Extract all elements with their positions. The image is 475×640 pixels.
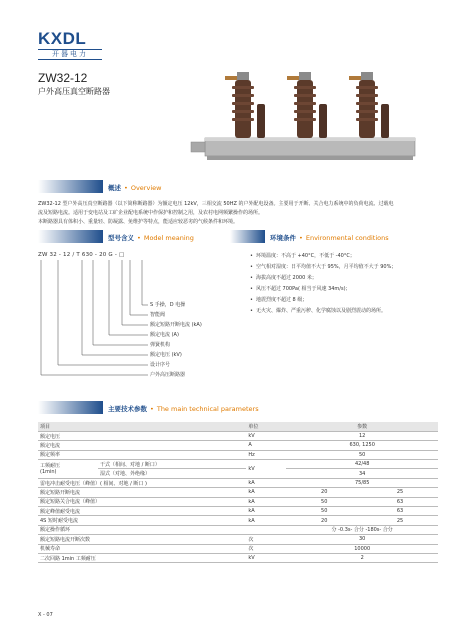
table-row: 额定短路电流开断次数 次 30 <box>38 535 438 544</box>
table-row: 4S 短时耐受电流 kA 20 25 <box>38 516 438 525</box>
col-header-unit: 单位 <box>246 422 286 431</box>
model-label: 额定电流 (A) <box>150 332 179 338</box>
overview-line: 本断路器具有体积小、重量轻、防凝露、免维护等特点，能适应较恶劣的气候条件和环境。 <box>38 219 239 225</box>
model-meaning-title: 型号含义 • Model meaning <box>108 234 194 242</box>
model-label: 弹簧机构 <box>150 342 171 348</box>
col-header-value: 参数 <box>286 422 438 431</box>
environment-title: 环境条件 • Environmental conditions <box>270 234 389 242</box>
table-row: 额定短路关合电流（峰值） kA 50 63 <box>38 497 438 506</box>
overview-header <box>38 180 438 193</box>
table-row: 湿式（对地、外绝缘） 34 <box>38 469 438 478</box>
withstand-item: 工频耐压 (1min) <box>38 460 98 479</box>
table-row: 机械寿命 次 10000 <box>38 544 438 553</box>
table-row: 雷电冲击耐受电压（峰值）( 相间、对地 / 断口 ) kA 75/85 <box>38 478 438 487</box>
page-number: X - 07 <box>38 612 53 618</box>
logo-mark: KXDL <box>38 29 87 48</box>
col-header-item: 项目 <box>38 422 246 431</box>
table-row: 额定短路开断电流 kA 20 25 <box>38 488 438 497</box>
company-logo <box>38 30 104 60</box>
overview-line: ZW32-12 型户外高压真空断路器（以下简称断路器）为额定电压 12kV，三相交流 50HZ 的户外配电设备。主要用于开断、关合电力系统中的负荷电流、过载电 <box>38 201 394 207</box>
table-row: 二次回路 1min 工频耐压 kV 2 <box>38 553 438 562</box>
logo-subtitle: 开器电力 <box>38 49 102 60</box>
overview-line: 流及短路电流。适用于变电站及工矿企业配电系统中作保护和控制之用，及农村电网频繁操作的场所。 <box>38 210 264 216</box>
model-code-leader-lines <box>38 258 158 378</box>
parameters-table <box>38 422 438 563</box>
vacuum-breaker-image <box>185 68 425 176</box>
model-code: ZW 32 - 12 / T 630 - 20 G - □ <box>38 252 125 258</box>
model-label: 额定短路开断电流 (kA) <box>150 322 202 328</box>
model-meaning-header <box>38 230 228 243</box>
product-name: 户外高压真空断路器 <box>38 87 110 96</box>
model-label: 户外高压断路器 <box>150 372 186 378</box>
environment-header <box>250 230 440 243</box>
model-label: 额定电压 (kV) <box>150 352 182 358</box>
table-row: 额定峰值耐受电流 kA 50 63 <box>38 507 438 516</box>
section-bar <box>230 230 265 243</box>
model-label: 智能阀 <box>150 312 166 318</box>
table-row: 额定电压 kV 12 <box>38 431 438 440</box>
environment-item: • 海拔高度不超过 2000 米； <box>250 274 317 281</box>
table-row: 工频耐压 (1min) 干式（相间、对地 / 断口） kV 42/48 <box>38 460 438 469</box>
environment-item: • 无火灾、爆炸、严重污秽、化学腐蚀以及剧烈震动的场所。 <box>250 307 386 314</box>
section-bar <box>38 401 103 414</box>
model-label: 设计序号 <box>150 362 171 368</box>
environment-item: • 空气相对湿度：日平均值不大于 95%，月平均值不大于 90%； <box>250 263 396 270</box>
table-row: 额定操作循环 分 -0.3s- 合分 -180s- 合分 <box>38 525 438 534</box>
overview-title: 概述 • Overview <box>108 184 162 192</box>
section-bar <box>38 230 103 243</box>
table-row: 额定电流 A 630, 1250 <box>38 441 438 450</box>
table-header-row <box>38 422 438 431</box>
params-title: 主要技术参数 • The main technical parameters <box>108 405 259 413</box>
table-row: 额定频率 Hz 50 <box>38 450 438 459</box>
model-label: S 手操，D 电操 <box>150 302 186 308</box>
environment-item: • 风压不超过 700Pa( 相当于风速 34m/s)； <box>250 285 351 292</box>
params-header <box>38 401 338 414</box>
environment-item: • 环境温度：不高于 +40°C，不低于 -40°C； <box>250 252 355 259</box>
product-model: ZW32-12 <box>38 71 88 85</box>
environment-item: • 地震烈度不超过 8 级； <box>250 296 307 303</box>
section-bar <box>38 180 103 193</box>
